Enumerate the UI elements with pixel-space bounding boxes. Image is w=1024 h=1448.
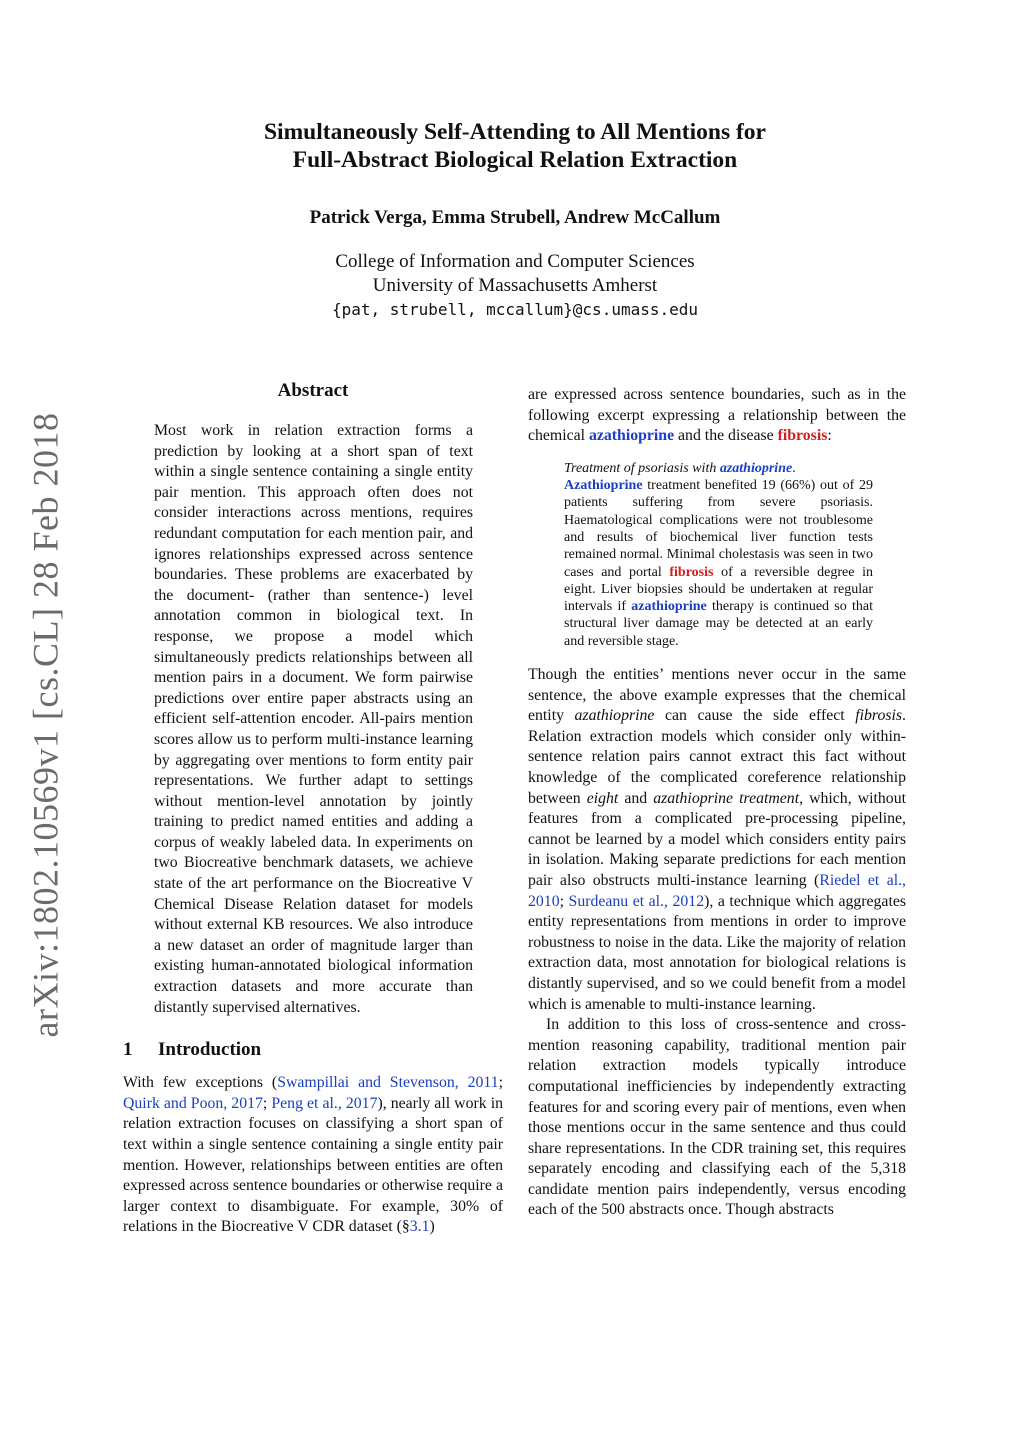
abstract-text: Most work in relation extraction forms a prediction by looking at a short span of text within a single sentence containing a single entity pair mention. This approach often does not consider interactions across mentions, requires redundant computation for each mention pair, and ignores relationships expressed across sentence boundaries. These problems are exacerbated by the document- (rather than sentence-) level annotation common in biological text. In response, we propose a model which simultaneously predicts relationships between all mention pairs in a document. We form pairwise predictions over entire paper abstracts using an efficient self-attention encoder. All-pairs mention scores allow us to perform multi-instance learning by aggregating over mentions to form entity pair representations. We further adapt to settings without mention-level annotation by jointly training to predict named entities and adding a corpus of weakly labeled data. In experiments on two Biocreative benchmark datasets, we achieve state of the art performance on the Biocreative V Chemical Disease Relation dataset for models without external KB resources. We also introduce a new dataset an order of magnitude larger than existing human-annotated biological information extraction datasets and more accurate than distantly supervised alternatives. bbox=[154, 422, 473, 1016]
section-reference-link[interactable]: 3.1 bbox=[409, 1218, 430, 1236]
author-list: Patrick Verga, Emma Strubell, Andrew McCallum bbox=[309, 207, 721, 228]
disease-entity: fibrosis bbox=[669, 564, 714, 580]
right-paragraph-1 bbox=[528, 665, 906, 1015]
text-span: therapy is continued so that structural liver damage may be detected at an early and reversible stage. bbox=[564, 599, 873, 649]
text-span: . Relation extraction models which consider only within-sentence relation pairs cannot extract this fact without knowledge of the complicated coreference relationship between bbox=[528, 707, 906, 807]
right-column bbox=[528, 385, 906, 1221]
text-span: azathioprine treatment bbox=[653, 789, 800, 807]
text-span: and bbox=[618, 789, 654, 807]
excerpt-text bbox=[564, 460, 873, 650]
text-span: are expressed across sentence boundaries, such as in the following excerpt expressing a relationship between the chemical bbox=[528, 386, 906, 445]
text-span: ; bbox=[559, 892, 569, 910]
text-span: With few exceptions ( bbox=[123, 1074, 278, 1092]
title-line-1: Simultaneously Self-Attending to All Mentions for bbox=[263, 119, 766, 145]
abstract-heading: Abstract bbox=[277, 380, 349, 401]
intro-paragraph-1 bbox=[123, 1073, 503, 1238]
text-span: . bbox=[792, 460, 796, 476]
paper-title bbox=[150, 118, 880, 174]
citation-link[interactable]: Peng et al., 2017 bbox=[271, 1094, 378, 1112]
text-span: ; bbox=[498, 1074, 504, 1092]
text-span: Though the entities’ mentions never occur in the same sentence, the above example expresses that the chemical entity bbox=[528, 666, 906, 725]
citation-link[interactable]: Swampillai and Stevenson, 2011 bbox=[277, 1074, 499, 1092]
title-line-2: Full-Abstract Biological Relation Extraction bbox=[292, 147, 738, 173]
citation-link[interactable]: Riedel et al., 2010 bbox=[528, 871, 906, 910]
chemical-entity: azathioprine bbox=[631, 599, 707, 615]
text-span: fibrosis bbox=[855, 707, 903, 725]
text-span: ), a technique which aggregates entity representations from mentions in order to improve robustness to noise in the data. Like the majority of relation extraction data, most annotation for biological relations is distantly supervised, and so we could benefit from a model which is amenable to multi-instance learning. bbox=[528, 892, 906, 1013]
text-span: ), nearly all work in relation extraction focuses on classifying a short span of text within a single sentence containing a single entity pair mention. However, relationships between entities are often expressed across sentence boundaries or otherwise require a larger context to disambiguate. For example, 30% of relations in the Biocreative V CDR dataset (§ bbox=[123, 1094, 503, 1236]
affiliation-university: University of Massachusetts Amherst bbox=[372, 275, 658, 296]
text-span: Treatment of psoriasis with bbox=[564, 460, 720, 476]
affiliation-college: College of Information and Computer Sciences bbox=[335, 251, 695, 272]
text-span: , which, without features from a complicated pre-processing pipeline, cannot be learned by a model which considers entity pairs in isolation. Making separate predictions for each mention pair also obstructs multi-instance learning ( bbox=[528, 789, 906, 889]
section-number: 1 bbox=[123, 1039, 133, 1061]
section-heading-introduction bbox=[123, 1039, 503, 1061]
chemical-entity: azathioprine bbox=[588, 427, 675, 445]
text-span: treatment benefited 19 (66%) out of 29 patients suffering from severe psoriasis. Haematological complications were not troublesome and results of biochemical liver function tests remained normal. Minimal cholestasis was seen in two cases and portal bbox=[564, 478, 873, 580]
text-span: azathioprine bbox=[574, 707, 655, 725]
example-excerpt bbox=[564, 460, 873, 650]
citation-link[interactable]: Quirk and Poon, 2017 bbox=[123, 1094, 263, 1112]
left-column bbox=[123, 378, 503, 1238]
arxiv-identifier-stamp bbox=[2, 380, 88, 1070]
chemical-entity: azathioprine bbox=[719, 460, 793, 476]
arxiv-identifier: arXiv:1802.10569v1 [cs.CL] 28 Feb 2018 bbox=[25, 412, 65, 1038]
text-span: : bbox=[827, 427, 832, 445]
text-span: of a reversible degree in eight. Liver biopsies should be undertaken at regular intervals if bbox=[564, 564, 873, 615]
text-span: can cause the side effect bbox=[654, 707, 856, 725]
affiliation-block bbox=[150, 250, 880, 322]
text-span: ; bbox=[262, 1094, 272, 1112]
text-span: and the disease bbox=[674, 427, 778, 445]
text-span: eight bbox=[586, 789, 619, 807]
chemical-entity: Azathioprine bbox=[564, 478, 643, 494]
citation-link[interactable]: Surdeanu et al., 2012 bbox=[568, 892, 705, 910]
abstract-section bbox=[123, 421, 503, 1018]
author-emails: {pat, strubell, mccallum}@cs.umass.edu bbox=[331, 300, 699, 319]
disease-entity: fibrosis bbox=[777, 427, 828, 445]
text-span: ) bbox=[429, 1218, 435, 1236]
section-title: Introduction bbox=[158, 1039, 262, 1061]
right-paragraph-2: In addition to this loss of cross-sentence and cross-mention reasoning capability, traditional mention pair relation extraction models typically introduce computational inefficiencies by independently extracting features for and scoring every pair of mentions, even when those mentions occur in the same sentence and thus could share representations. In the CDR training set, this requires separately encoding and classifying each of the 5,318 candidate mention pairs independently, versus encoding each of the 500 abstracts once. Though abstracts bbox=[528, 1016, 906, 1219]
right-paragraph-continued bbox=[528, 385, 906, 447]
